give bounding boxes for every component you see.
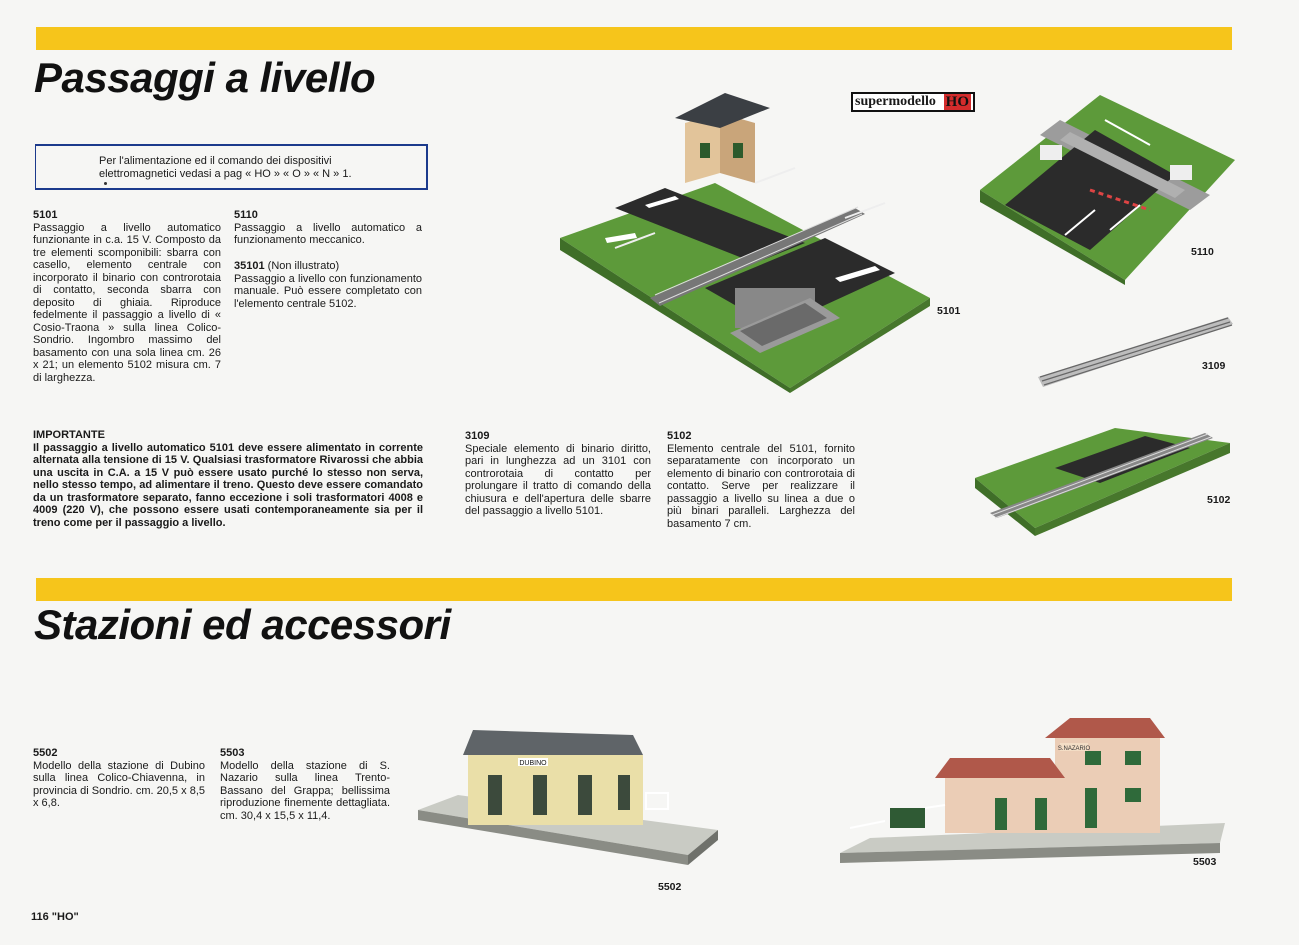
item-5102: [667, 430, 855, 530]
item-description: Speciale elemento di binario diritto, pari in lunghezza ad un 3101 con controrotaia di contatto per prolungare il tratto di comando della chiusura e dell'apertura delle sbarre del passaggio a livello 5101.: [465, 442, 651, 517]
item-description: Passaggio a livello automatico a funzionamento meccanico.: [234, 221, 422, 246]
item-5101: [33, 209, 221, 384]
caption-3109: 3109: [1202, 360, 1226, 372]
item-3109: [465, 430, 651, 518]
item-description: Modello della stazione di Dubino sulla linea Colico-Chiavenna, in provincia di Sondrio. cm. 20,5 x 8,5 x 6,8.: [33, 759, 205, 809]
caption-5503: 5503: [1193, 856, 1217, 868]
power-note-box: [35, 144, 428, 190]
important-text: Il passaggio a livello automatico 5101 deve essere alimentato in corrente alternata alla tensione di 15 V. Qualsiasi trasformatore Rivarossi che abbia una uscita in C.A. a 15 V può essere usato purché lo stesso non serva, nello stesso tempo, ad alimentare il treno. Questo deve essere comandato da un trasformatore separato, fanno eccezione i soli trasformatori 4008 e 4009 (220 V), che possono essere usati contemporaneamente sia per il treno come per il passaggio a livello.: [33, 441, 423, 529]
caption-5101: 5101: [937, 305, 961, 317]
item-subtitle: (Non illustrato): [267, 260, 340, 272]
bullet-dot: [104, 182, 107, 185]
caption-5502: 5502: [658, 881, 682, 893]
power-note-text: Per l'alimentazione ed il comando dei dispositivi elettromagnetici vedasi a pag « HO » « O » « N » 1.: [99, 155, 352, 180]
illustration-5102: [975, 418, 1230, 538]
caption-5102: 5102: [1207, 494, 1231, 506]
item-code: 5110: [234, 209, 258, 221]
important-notice: [33, 429, 423, 529]
item-description: Modello della stazione di S. Nazario sulla linea Trento-Bassano del Grappa; bellissima riproduzione finemente dettagliata. cm. 30,4 x 15,5 x 11,4.: [220, 759, 390, 822]
illustration-5503: [840, 703, 1230, 878]
item-code: 3109: [465, 430, 490, 442]
station-sign-nazario: S.NAZARIO: [1057, 746, 1091, 752]
station-sign-dubino: DUBINO: [519, 760, 547, 767]
caption-5110: 5110: [1191, 246, 1214, 258]
item-code: 5503: [220, 747, 245, 759]
item-description: Elemento centrale del 5101, fornito separatamente con incorporato un elemento di binario con controrotaia di contatto. Serve per realizzare il passaggio a livello su linea a due o più binari paralleli. Larghezza del basamento 7 cm.: [667, 442, 855, 530]
important-heading: IMPORTANTE: [33, 429, 105, 441]
page-number: 116 "HO": [31, 911, 79, 923]
logo-text: supermodello: [855, 94, 936, 109]
middle-yellow-band: [36, 578, 1232, 601]
item-code: 35101: [234, 260, 265, 272]
item-code: 5102: [667, 430, 692, 442]
item-description: Passaggio a livello con funzionamento manuale. Può essere completato con l'elemento centrale 5102.: [234, 272, 422, 310]
section-title-passaggi: Passaggi a livello: [34, 54, 376, 101]
logo-ho-badge: HO: [945, 94, 969, 110]
top-yellow-band: [36, 27, 1232, 50]
item-description: Passaggio a livello automatico funzionante in c.a. 15 V. Composto da tre elementi scomponibili: sbarra con casello, elemento centrale con incorporato il binario con controrotaia di contatto, seconda sbarra con deposito di ghiaia. Riproduce fedelmente il passaggio a livello di « Cosio-Traona » sulla linea Colico-Sondrio. Ingombro massimo del basamento con una sola linea cm. 26 x 21; un elemento 5102 misura cm. 7 di larghezza.: [33, 221, 221, 384]
item-5110: [234, 209, 422, 247]
item-code: 5101: [33, 209, 58, 221]
item-5503: [220, 747, 390, 822]
illustration-5101: [555, 88, 935, 393]
item-5502: [33, 747, 205, 810]
illustration-3109: [1038, 312, 1233, 392]
item-35101: [234, 260, 422, 310]
item-code: 5502: [33, 747, 58, 759]
section-title-stazioni: Stazioni ed accessori: [34, 601, 451, 648]
illustration-5502: [418, 725, 723, 870]
